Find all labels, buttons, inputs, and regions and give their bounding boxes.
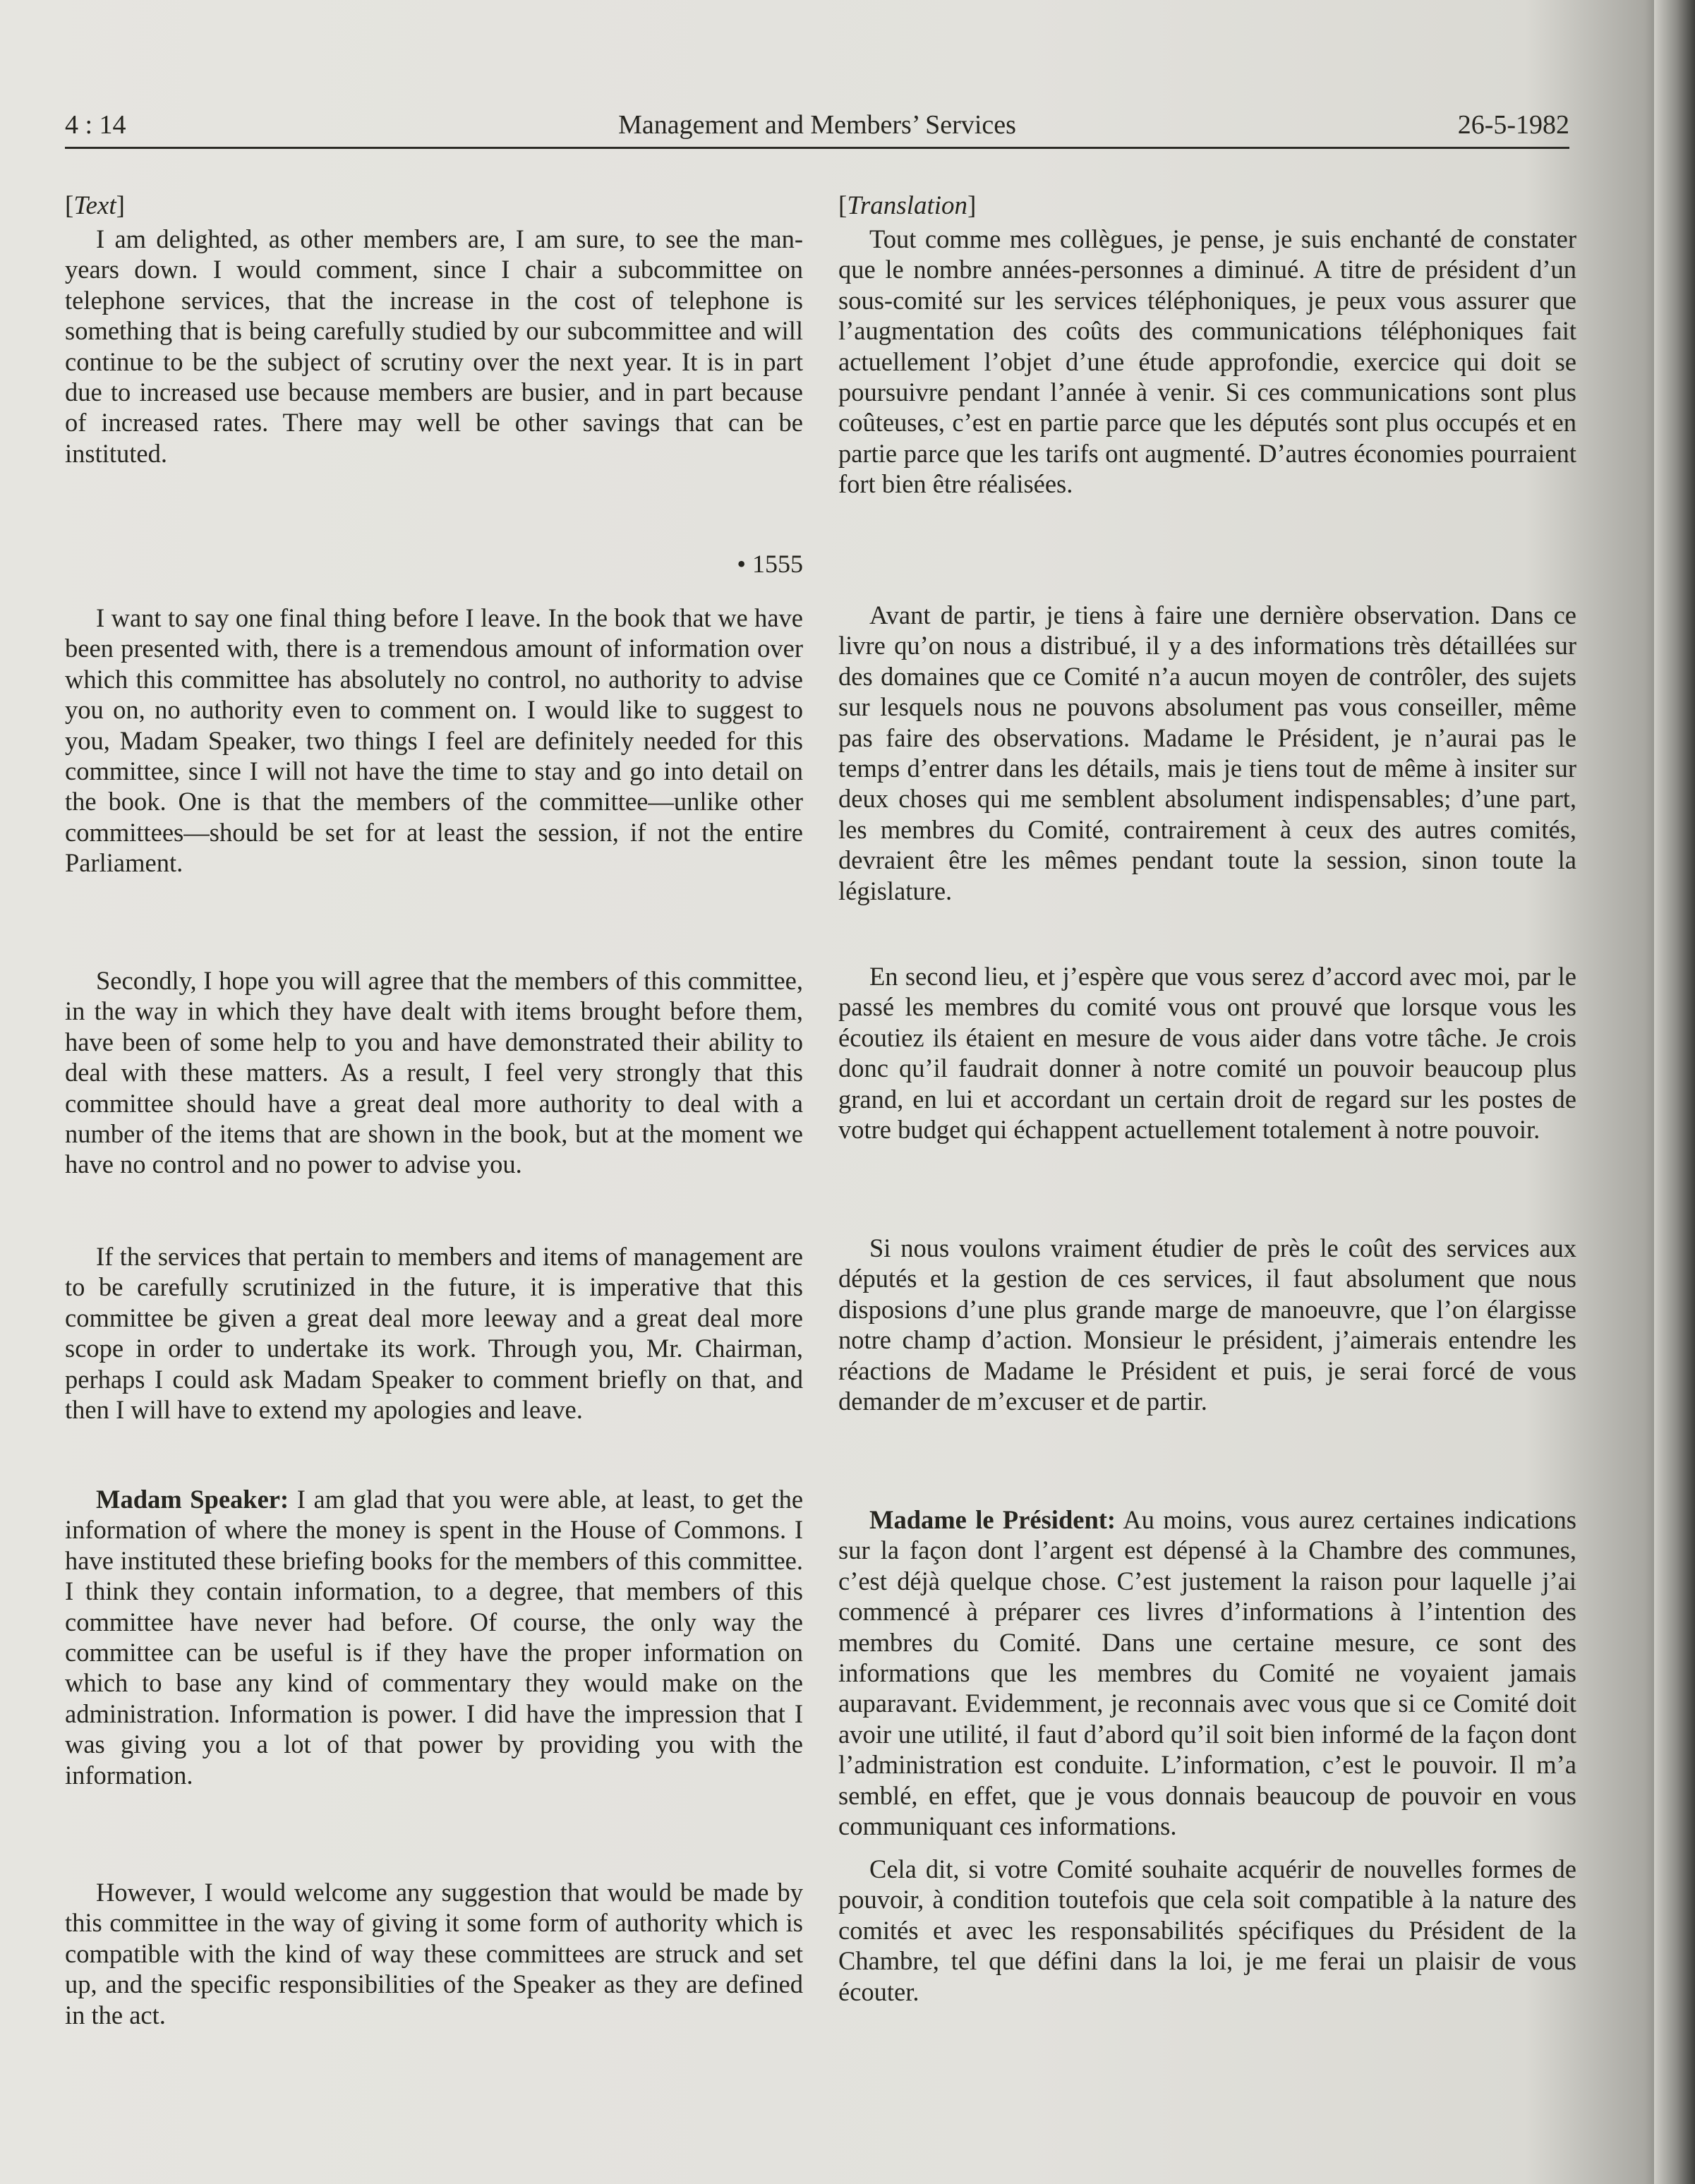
paragraph-fr-1: Tout comme mes collègues, je pense, je suis enchanté de constater que le nombre années-personnes a diminué. A titre de président d’un sous-comité sur les services téléphoniques, je peux vous assurer que l’augmentation des coûts des communications téléphoniques fait actuellement l’objet d’une étude approfondie, exercice qui doit se poursuivre pendant l’année à venir. Si ces communications sont plus coûteuses, c’est en partie parce que les députés sont plus occupés et en partie parce que les tarifs ont augmenté. D’autres économies pourraient fort bien être réalisées. [838,224,1576,499]
speaker-name: Madame le Président: [869,1505,1116,1534]
header-rule [65,147,1569,149]
section-label-translation: [Translation] [838,191,977,220]
section-label-text: [Text] [65,191,125,220]
time-marker: • 1555 [737,550,803,578]
paragraph-fr-3: En second lieu, et j’espère que vous serez d’accord avec moi, par le passé les membres du comité vous ont prouvé que lorsque vous les écoutiez ils étaient en mesure de vous aider dans votre tâche. Je crois donc qu’il faudrait donner à notre comité un pouvoir beaucoup plus grand, en lui et accordant un certain droit de regard sur les postes de votre budget qui échappent actuellement totalement à notre pouvoir. [838,962,1576,1145]
page-header [65,107,1569,148]
page-number: 4 : 14 [65,110,126,140]
paragraph-fr-4: Si nous voulons vraiment étudier de près le coût des services aux députés et la gestion de ces services, il faut absolument que nous disposions d’une plus grande marge de manoeuvre, que l’on élargisse notre champ d’action. Monsieur le président, j’aimerais entendre les réactions de Madame le Président et puis, je serai forcé de vous demander de m’excuser et de partir. [838,1233,1576,1416]
speaker-name: Madam Speaker: [96,1485,289,1514]
paragraph-fr-5: Madame le Président: Au moins, vous aurez certaines indications sur la façon dont l’argent est dépensé à la Chambre des communes, c’est déjà quelque chose. C’est justement la raison pour laquelle j’ai commencé à préparer ces livres d’informations à l’intention des membres du Comité. Dans une certaine mesure, ce sont des informations que les membres du Comité ne voyaient jamais auparavant. Evidemment, je reconnais avec vous que si ce Comité doit avoir une utilité, il faut d’abord qu’il soit bien informé de la façon dont l’administration est conduite. L’information, c’est le pouvoir. Il m’a semblé, en effet, que je vous donnais beaucoup de pouvoir en vous communiquant ces informations. [838,1505,1576,1841]
running-title: Management and Members’ Services [618,110,1016,140]
paragraph-en-2: I want to say one final thing before I leave. In the book that we have been presented with, there is a tremendous amount of information over which this committee has absolutely no control, no authority to advise you on, no authority even to comment on. I would like to suggest to you, Madam Speaker, two things I feel are definitely needed for this committee, since I will not have the time to stay and go into detail on the book. One is that the members of the committee—unlike other committees—should be set for at least the session, if not the entire Parliament. [65,603,803,878]
paragraph-en-1: I am delighted, as other members are, I am sure, to see the man-years down. I would comment, since I chair a subcommittee on telephone services, that the increase in the cost of telephone is something that is being carefully studied by our subcommittee and will continue to be the subject of scrutiny over the next year. It is in part due to increased use because members are busier, and in part because of increased rates. There may well be other savings that can be instituted. [65,224,803,468]
paragraph-fr-2: Avant de partir, je tiens à faire une dernière observation. Dans ce livre qu’on nous a distribué, il y a des informations très détaillées sur des domaines que ce Comité n’a aucun moyen de contrôler, des sujets sur lesquels nous ne pouvons absolument pas vous conseiller, même pas faire des observations. Madame le Président, je n’aurai pas le temps d’entrer dans les détails, mais je tiens tout de même à insiter sur deux choses qui me semblent absolument indispensables; d’une part, les membres du Comité, contrairement à ceux des autres comités, devraient être les mêmes pendant toute la session, sinon toute la législature. [838,601,1576,905]
page-edge [1654,0,1695,2184]
paragraph-en-4: If the services that pertain to members and items of management are to be carefully scrutinized in the future, it is imperative that this committee be given a great deal more leeway and a great deal more scope in order to undertake its work. Through you, Mr. Chairman, perhaps I could ask Madam Speaker to comment briefly on that, and then I will have to extend my apologies and leave. [65,1242,803,1425]
paragraph-fr-6: Cela dit, si votre Comité souhaite acquérir de nouvelles formes de pouvoir, à condition toutefois que cela soit compatible à la nature des comités et avec les responsabilités spécifiques du Président de la Chambre, tel que défini dans la loi, je me ferai un plaisir de vous écouter. [838,1854,1576,2006]
paragraph-en-6: However, I would welcome any suggestion that would be made by this committee in the way of giving it some form of authority which is compatible with the kind of way these committees are struck and set up, and the specific responsibilities of the Speaker as they are defined in the act. [65,1878,803,2029]
paragraph-en-5: Madam Speaker: I am glad that you were able, at least, to get the information of where the money is spent in the House of Commons. I have instituted these briefing books for the members of this committee. I think they contain information, to a degree, that members of this committee have never had before. Of course, the only way the committee can be useful is if they have the proper information on which to base any kind of commentary they would make on the administration. Information is power. I did have the impression that I was giving you a lot of that power by providing you with the information. [65,1485,804,1790]
paragraph-en-3: Secondly, I hope you will agree that the members of this committee, in the way in which they have dealt with items brought before them, have been of some help to you and have demonstrated their ability to deal with these matters. As a result, I feel very strongly that this committee should have a great deal more authority to deal with a number of the items that are shown in the book, but at the moment we have no control and no power to advise you. [65,966,803,1179]
date: 26-5-1982 [1457,110,1569,140]
